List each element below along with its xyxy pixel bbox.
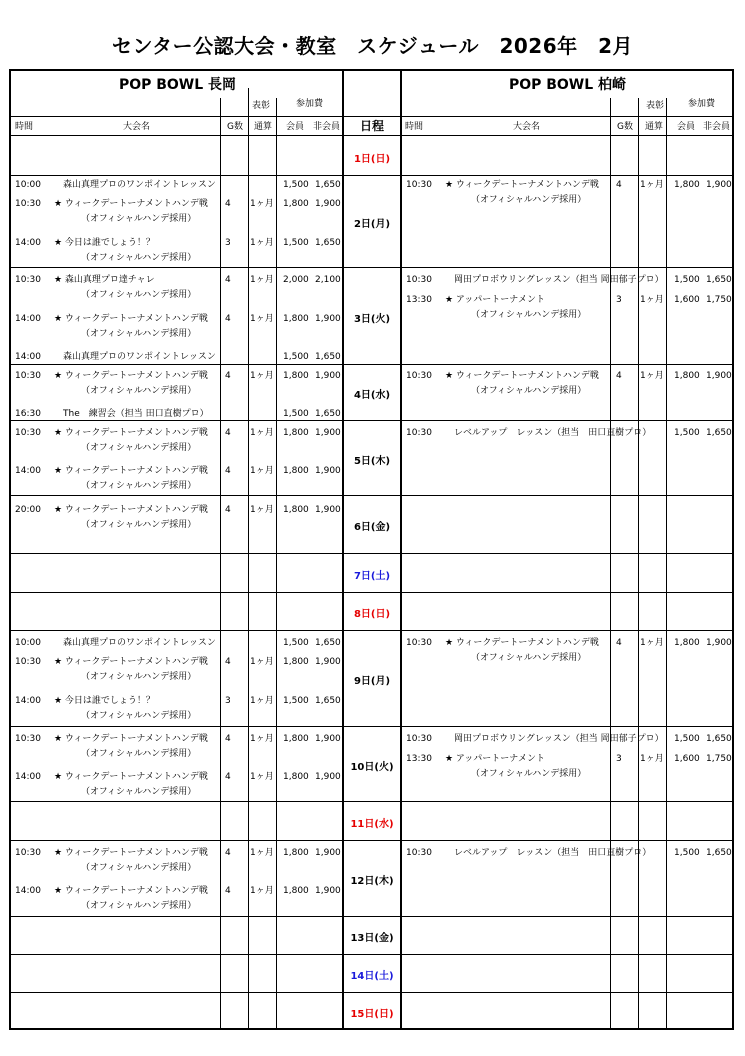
left-event-time: 14:00 — [15, 352, 41, 362]
left-event-note: （オフィシャルハンデ採用） — [81, 253, 197, 263]
left-event-games: 4 — [225, 371, 231, 381]
row-line — [11, 364, 732, 365]
left-event-time: 10:00 — [15, 638, 41, 648]
right-event-nonmember: 1,750 — [706, 295, 732, 305]
left-event-time: 10:30 — [15, 657, 41, 667]
right-event-period: 1ヶ月 — [640, 638, 664, 648]
date-cell: 8日(日) — [353, 609, 391, 620]
left-event-time: 10:30 — [15, 275, 41, 285]
right-event-note: （オフィシャルハンデ採用） — [471, 195, 587, 205]
grid-divider-line — [400, 71, 402, 1028]
left-event-period: 1ヶ月 — [250, 696, 274, 706]
right-event-period: 1ヶ月 — [640, 180, 664, 190]
row-line — [11, 553, 732, 554]
right-event-nonmember: 1,650 — [706, 275, 732, 285]
left-event-note: （オフィシャルハンデ採用） — [81, 290, 197, 300]
left-event-time: 10:30 — [15, 734, 41, 744]
left-event-nonmember: 1,650 — [315, 352, 341, 362]
right-event-time: 10:30 — [406, 275, 432, 285]
right-event-member: 1,500 — [674, 428, 700, 438]
left-event-member: 1,800 — [283, 466, 309, 476]
left-event-games: 3 — [225, 696, 231, 706]
left-event-time: 14:00 — [15, 772, 41, 782]
date-cell: 5日(木) — [353, 455, 391, 467]
left-event-time: 10:00 — [15, 180, 41, 190]
left-event-name: ★ ウィークデートーナメントハンデ戦 — [54, 466, 208, 476]
left-event-name: The 練習会（担当 田口直樹プロ） — [54, 409, 209, 419]
left-event-note: （オフィシャルハンデ採用） — [81, 386, 197, 396]
grid-column-line — [610, 98, 611, 1028]
right-event-time: 10:30 — [406, 848, 432, 858]
left-event-games: 4 — [225, 314, 231, 324]
left-event-time: 14:00 — [15, 696, 41, 706]
left-event-nonmember: 1,900 — [315, 466, 341, 476]
right-event-nonmember: 1,750 — [706, 754, 732, 764]
left-event-period: 1ヶ月 — [250, 886, 274, 896]
left-event-nonmember: 1,900 — [315, 657, 341, 667]
left-event-member: 1,800 — [283, 371, 309, 381]
left-event-time: 16:30 — [15, 409, 41, 419]
left-event-note: （オフィシャルハンデ採用） — [81, 672, 197, 682]
right-event-name: 岡田プロボウリングレッスン（担当 岡田郁子プロ） — [445, 275, 664, 285]
right-event-member: 1,600 — [674, 295, 700, 305]
left-event-nonmember: 1,650 — [315, 638, 341, 648]
date-cell: 15日(日) — [350, 1008, 394, 1020]
header-line — [11, 116, 732, 117]
right-event-games: 4 — [616, 371, 622, 381]
left-event-name: 森山真理プロのワンポイントレッスン — [54, 180, 216, 190]
header-total-left: 通算 — [254, 122, 273, 132]
right-event-games: 3 — [616, 295, 622, 305]
left-event-period: 1ヶ月 — [250, 314, 274, 324]
left-event-nonmember: 1,900 — [315, 772, 341, 782]
left-event-note: （オフィシャルハンデ採用） — [81, 863, 197, 873]
header-event-right: 大会名 — [513, 122, 541, 132]
schedule-table — [9, 69, 734, 1030]
row-line — [11, 1029, 732, 1030]
right-event-period: 1ヶ月 — [640, 371, 664, 381]
left-event-name: ★ 今日は誰でしょう！？ — [54, 238, 155, 248]
row-line — [11, 801, 732, 802]
right-event-time: 10:30 — [406, 371, 432, 381]
date-cell: 4日(水) — [353, 390, 391, 401]
right-event-name: レベルアップ レッスン（担当 田口直樹プロ） — [445, 848, 652, 858]
left-event-games: 4 — [225, 428, 231, 438]
right-event-member: 1,800 — [674, 638, 700, 648]
right-event-note: （オフィシャルハンデ採用） — [471, 386, 587, 396]
left-event-games: 4 — [225, 772, 231, 782]
date-cell: 2日(月) — [353, 219, 391, 230]
left-event-name: ★ ウィークデートーナメントハンデ戦 — [54, 314, 208, 324]
left-event-member: 1,800 — [283, 428, 309, 438]
left-event-time: 10:30 — [15, 371, 41, 381]
left-event-note: （オフィシャルハンデ採用） — [81, 214, 197, 224]
left-event-name: ★ ウィークデートーナメントハンデ戦 — [54, 505, 208, 515]
left-event-nonmember: 1,900 — [315, 505, 341, 515]
left-event-nonmember: 1,900 — [315, 886, 341, 896]
left-event-period: 1ヶ月 — [250, 772, 274, 782]
left-event-games: 4 — [225, 466, 231, 476]
left-event-member: 1,500 — [283, 238, 309, 248]
left-event-name: ★ ウィークデートーナメントハンデ戦 — [54, 199, 208, 209]
left-event-games: 4 — [225, 505, 231, 515]
left-event-member: 1,500 — [283, 409, 309, 419]
left-event-member: 1,800 — [283, 657, 309, 667]
left-event-period: 1ヶ月 — [250, 428, 274, 438]
right-event-time: 13:30 — [406, 754, 432, 764]
left-event-games: 4 — [225, 199, 231, 209]
left-event-nonmember: 2,100 — [315, 275, 341, 285]
right-event-name: ★ アッパートーナメント — [445, 295, 545, 305]
date-cell: 1日(日) — [353, 153, 391, 165]
left-event-member: 1,800 — [283, 505, 309, 515]
left-event-games: 4 — [225, 734, 231, 744]
left-event-nonmember: 1,900 — [315, 199, 341, 209]
right-event-period: 1ヶ月 — [640, 754, 664, 764]
header-event-left: 大会名 — [123, 122, 151, 132]
right-event-time: 13:30 — [406, 295, 432, 305]
header-fee-left: 参加費 — [296, 99, 324, 109]
header-award-left: 表彰 — [252, 101, 271, 111]
left-event-member: 1,500 — [283, 696, 309, 706]
row-line — [11, 592, 732, 593]
left-event-nonmember: 1,650 — [315, 696, 341, 706]
left-event-member: 1,500 — [283, 180, 309, 190]
right-event-time: 10:30 — [406, 180, 432, 190]
header-date: 日程 — [359, 119, 384, 133]
date-cell: 11日(水) — [350, 818, 394, 830]
date-cell: 12日(木) — [350, 876, 394, 887]
left-event-nonmember: 1,900 — [315, 428, 341, 438]
left-event-nonmember: 1,650 — [315, 180, 341, 190]
header-nonmember-left: 非会員 — [313, 122, 341, 132]
left-event-nonmember: 1,900 — [315, 734, 341, 744]
right-event-nonmember: 1,650 — [706, 848, 732, 858]
left-event-period: 1ヶ月 — [250, 505, 274, 515]
right-event-games: 4 — [616, 180, 622, 190]
left-event-member: 1,800 — [283, 314, 309, 324]
right-event-name: ★ アッパートーナメント — [445, 754, 545, 764]
right-event-period: 1ヶ月 — [640, 295, 664, 305]
right-event-name: ★ ウィークデートーナメントハンデ戦 — [445, 371, 599, 381]
left-event-period: 1ヶ月 — [250, 199, 274, 209]
left-event-time: 10:30 — [15, 199, 41, 209]
left-event-time: 14:00 — [15, 238, 41, 248]
left-event-games: 4 — [225, 886, 231, 896]
left-event-nonmember: 1,900 — [315, 314, 341, 324]
left-event-time: 14:00 — [15, 466, 41, 476]
date-cell: 14日(土) — [350, 971, 394, 982]
left-event-name: ★ ウィークデートーナメントハンデ戦 — [54, 428, 208, 438]
left-event-period: 1ヶ月 — [250, 734, 274, 744]
right-event-nonmember: 1,900 — [706, 371, 732, 381]
header-total-right: 通算 — [645, 122, 664, 132]
right-event-member: 1,600 — [674, 754, 700, 764]
right-event-name: レベルアップ レッスン（担当 田口直樹プロ） — [445, 428, 652, 438]
header-games-right: G数 — [617, 122, 633, 132]
left-event-games: 4 — [225, 657, 231, 667]
right-event-nonmember: 1,650 — [706, 428, 732, 438]
row-line — [11, 175, 732, 176]
left-event-note: （オフィシャルハンデ採用） — [81, 711, 197, 721]
left-event-games: 3 — [225, 238, 231, 248]
right-event-member: 1,800 — [674, 180, 700, 190]
left-event-note: （オフィシャルハンデ採用） — [81, 481, 197, 491]
right-event-name: ★ ウィークデートーナメントハンデ戦 — [445, 180, 599, 190]
header-member-left: 会員 — [286, 122, 305, 132]
left-event-nonmember: 1,900 — [315, 371, 341, 381]
right-event-member: 1,800 — [674, 371, 700, 381]
right-event-name: ★ ウィークデートーナメントハンデ戦 — [445, 638, 599, 648]
date-cell: 10日(火) — [350, 761, 394, 773]
row-line — [11, 420, 732, 421]
right-event-note: （オフィシャルハンデ採用） — [471, 653, 587, 663]
left-event-time: 10:30 — [15, 428, 41, 438]
row-line — [11, 916, 732, 917]
right-event-note: （オフィシャルハンデ採用） — [471, 769, 587, 779]
left-event-name: ★ ウィークデートーナメントハンデ戦 — [54, 371, 208, 381]
header-award-right: 表彰 — [646, 101, 665, 111]
date-cell: 13日(金) — [350, 933, 394, 944]
left-event-name: ★ ウィークデートーナメントハンデ戦 — [54, 734, 208, 744]
row-line — [11, 954, 732, 955]
page-title: センター公認大会・教室 スケジュール 2026年 2月 — [111, 34, 634, 58]
right-event-nonmember: 1,900 — [706, 180, 732, 190]
right-event-time: 10:30 — [406, 638, 432, 648]
left-event-time: 10:30 — [15, 848, 41, 858]
right-event-member: 1,500 — [674, 848, 700, 858]
left-event-note: （オフィシャルハンデ採用） — [81, 329, 197, 339]
row-line — [11, 495, 732, 496]
header-time-right: 時間 — [405, 122, 424, 132]
left-event-games: 4 — [225, 848, 231, 858]
date-cell: 7日(土) — [353, 570, 391, 582]
left-event-games: 4 — [225, 275, 231, 285]
right-event-name: 岡田プロボウリングレッスン（担当 岡田郁子プロ） — [445, 734, 664, 744]
header-games-left: G数 — [227, 122, 243, 132]
left-event-note: （オフィシャルハンデ採用） — [81, 749, 197, 759]
left-event-time: 14:00 — [15, 886, 41, 896]
left-event-member: 1,800 — [283, 199, 309, 209]
left-event-nonmember: 1,650 — [315, 409, 341, 419]
left-event-member: 2,000 — [283, 275, 309, 285]
date-cell: 9日(月) — [353, 676, 391, 687]
right-event-time: 10:30 — [406, 428, 432, 438]
header-nonmember-right: 非会員 — [703, 122, 731, 132]
left-event-member: 1,500 — [283, 638, 309, 648]
header-line — [11, 135, 732, 136]
venue-left: POP BOWL 長岡 — [118, 77, 237, 93]
left-event-member: 1,500 — [283, 352, 309, 362]
left-event-nonmember: 1,900 — [315, 848, 341, 858]
right-event-games: 4 — [616, 638, 622, 648]
left-event-time: 14:00 — [15, 314, 41, 324]
grid-column-line — [638, 98, 639, 1028]
right-event-member: 1,500 — [674, 275, 700, 285]
right-event-games: 3 — [616, 754, 622, 764]
left-event-period: 1ヶ月 — [250, 657, 274, 667]
grid-column-line — [666, 98, 667, 1028]
right-event-time: 10:30 — [406, 734, 432, 744]
right-event-note: （オフィシャルハンデ採用） — [471, 310, 587, 320]
left-event-note: （オフィシャルハンデ採用） — [81, 901, 197, 911]
grid-column-line — [248, 98, 249, 1028]
left-event-name: ★ ウィークデートーナメントハンデ戦 — [54, 848, 208, 858]
row-line — [11, 726, 732, 727]
left-event-name: ★ ウィークデートーナメントハンデ戦 — [54, 886, 208, 896]
row-line — [11, 630, 732, 631]
left-event-period: 1ヶ月 — [250, 371, 274, 381]
grid-column-line — [248, 88, 249, 98]
left-event-name: ★ 今日は誰でしょう！？ — [54, 696, 155, 706]
left-event-member: 1,800 — [283, 734, 309, 744]
left-event-nonmember: 1,650 — [315, 238, 341, 248]
left-event-name: 森山真理プロのワンポイントレッスン — [54, 638, 216, 648]
left-event-name: ★ ウィークデートーナメントハンデ戦 — [54, 772, 208, 782]
left-event-period: 1ヶ月 — [250, 275, 274, 285]
header-fee-right: 参加費 — [688, 99, 716, 109]
left-event-member: 1,800 — [283, 886, 309, 896]
row-line — [11, 267, 732, 268]
row-line — [11, 840, 732, 841]
grid-column-line — [220, 98, 221, 1028]
grid-column-line — [276, 98, 277, 1028]
left-event-time: 20:00 — [15, 505, 41, 515]
header-time-left: 時間 — [15, 122, 34, 132]
left-event-name: ★ ウィークデートーナメントハンデ戦 — [54, 657, 208, 667]
left-event-member: 1,800 — [283, 848, 309, 858]
left-event-period: 1ヶ月 — [250, 848, 274, 858]
left-event-note: （オフィシャルハンデ採用） — [81, 520, 197, 530]
venue-right: POP BOWL 柏崎 — [508, 77, 627, 93]
header-member-right: 会員 — [677, 122, 696, 132]
left-event-period: 1ヶ月 — [250, 466, 274, 476]
left-event-period: 1ヶ月 — [250, 238, 274, 248]
left-event-note: （オフィシャルハンデ採用） — [81, 787, 197, 797]
row-line — [11, 992, 732, 993]
date-cell: 6日(金) — [353, 522, 391, 533]
right-event-member: 1,500 — [674, 734, 700, 744]
left-event-member: 1,800 — [283, 772, 309, 782]
right-event-nonmember: 1,650 — [706, 734, 732, 744]
right-event-nonmember: 1,900 — [706, 638, 732, 648]
left-event-note: （オフィシャルハンデ採用） — [81, 443, 197, 453]
date-cell: 3日(火) — [353, 313, 391, 325]
left-event-name: 森山真理プロのワンポイントレッスン — [54, 352, 216, 362]
left-event-name: ★ 森山真理プロ達チャレ — [54, 275, 155, 285]
